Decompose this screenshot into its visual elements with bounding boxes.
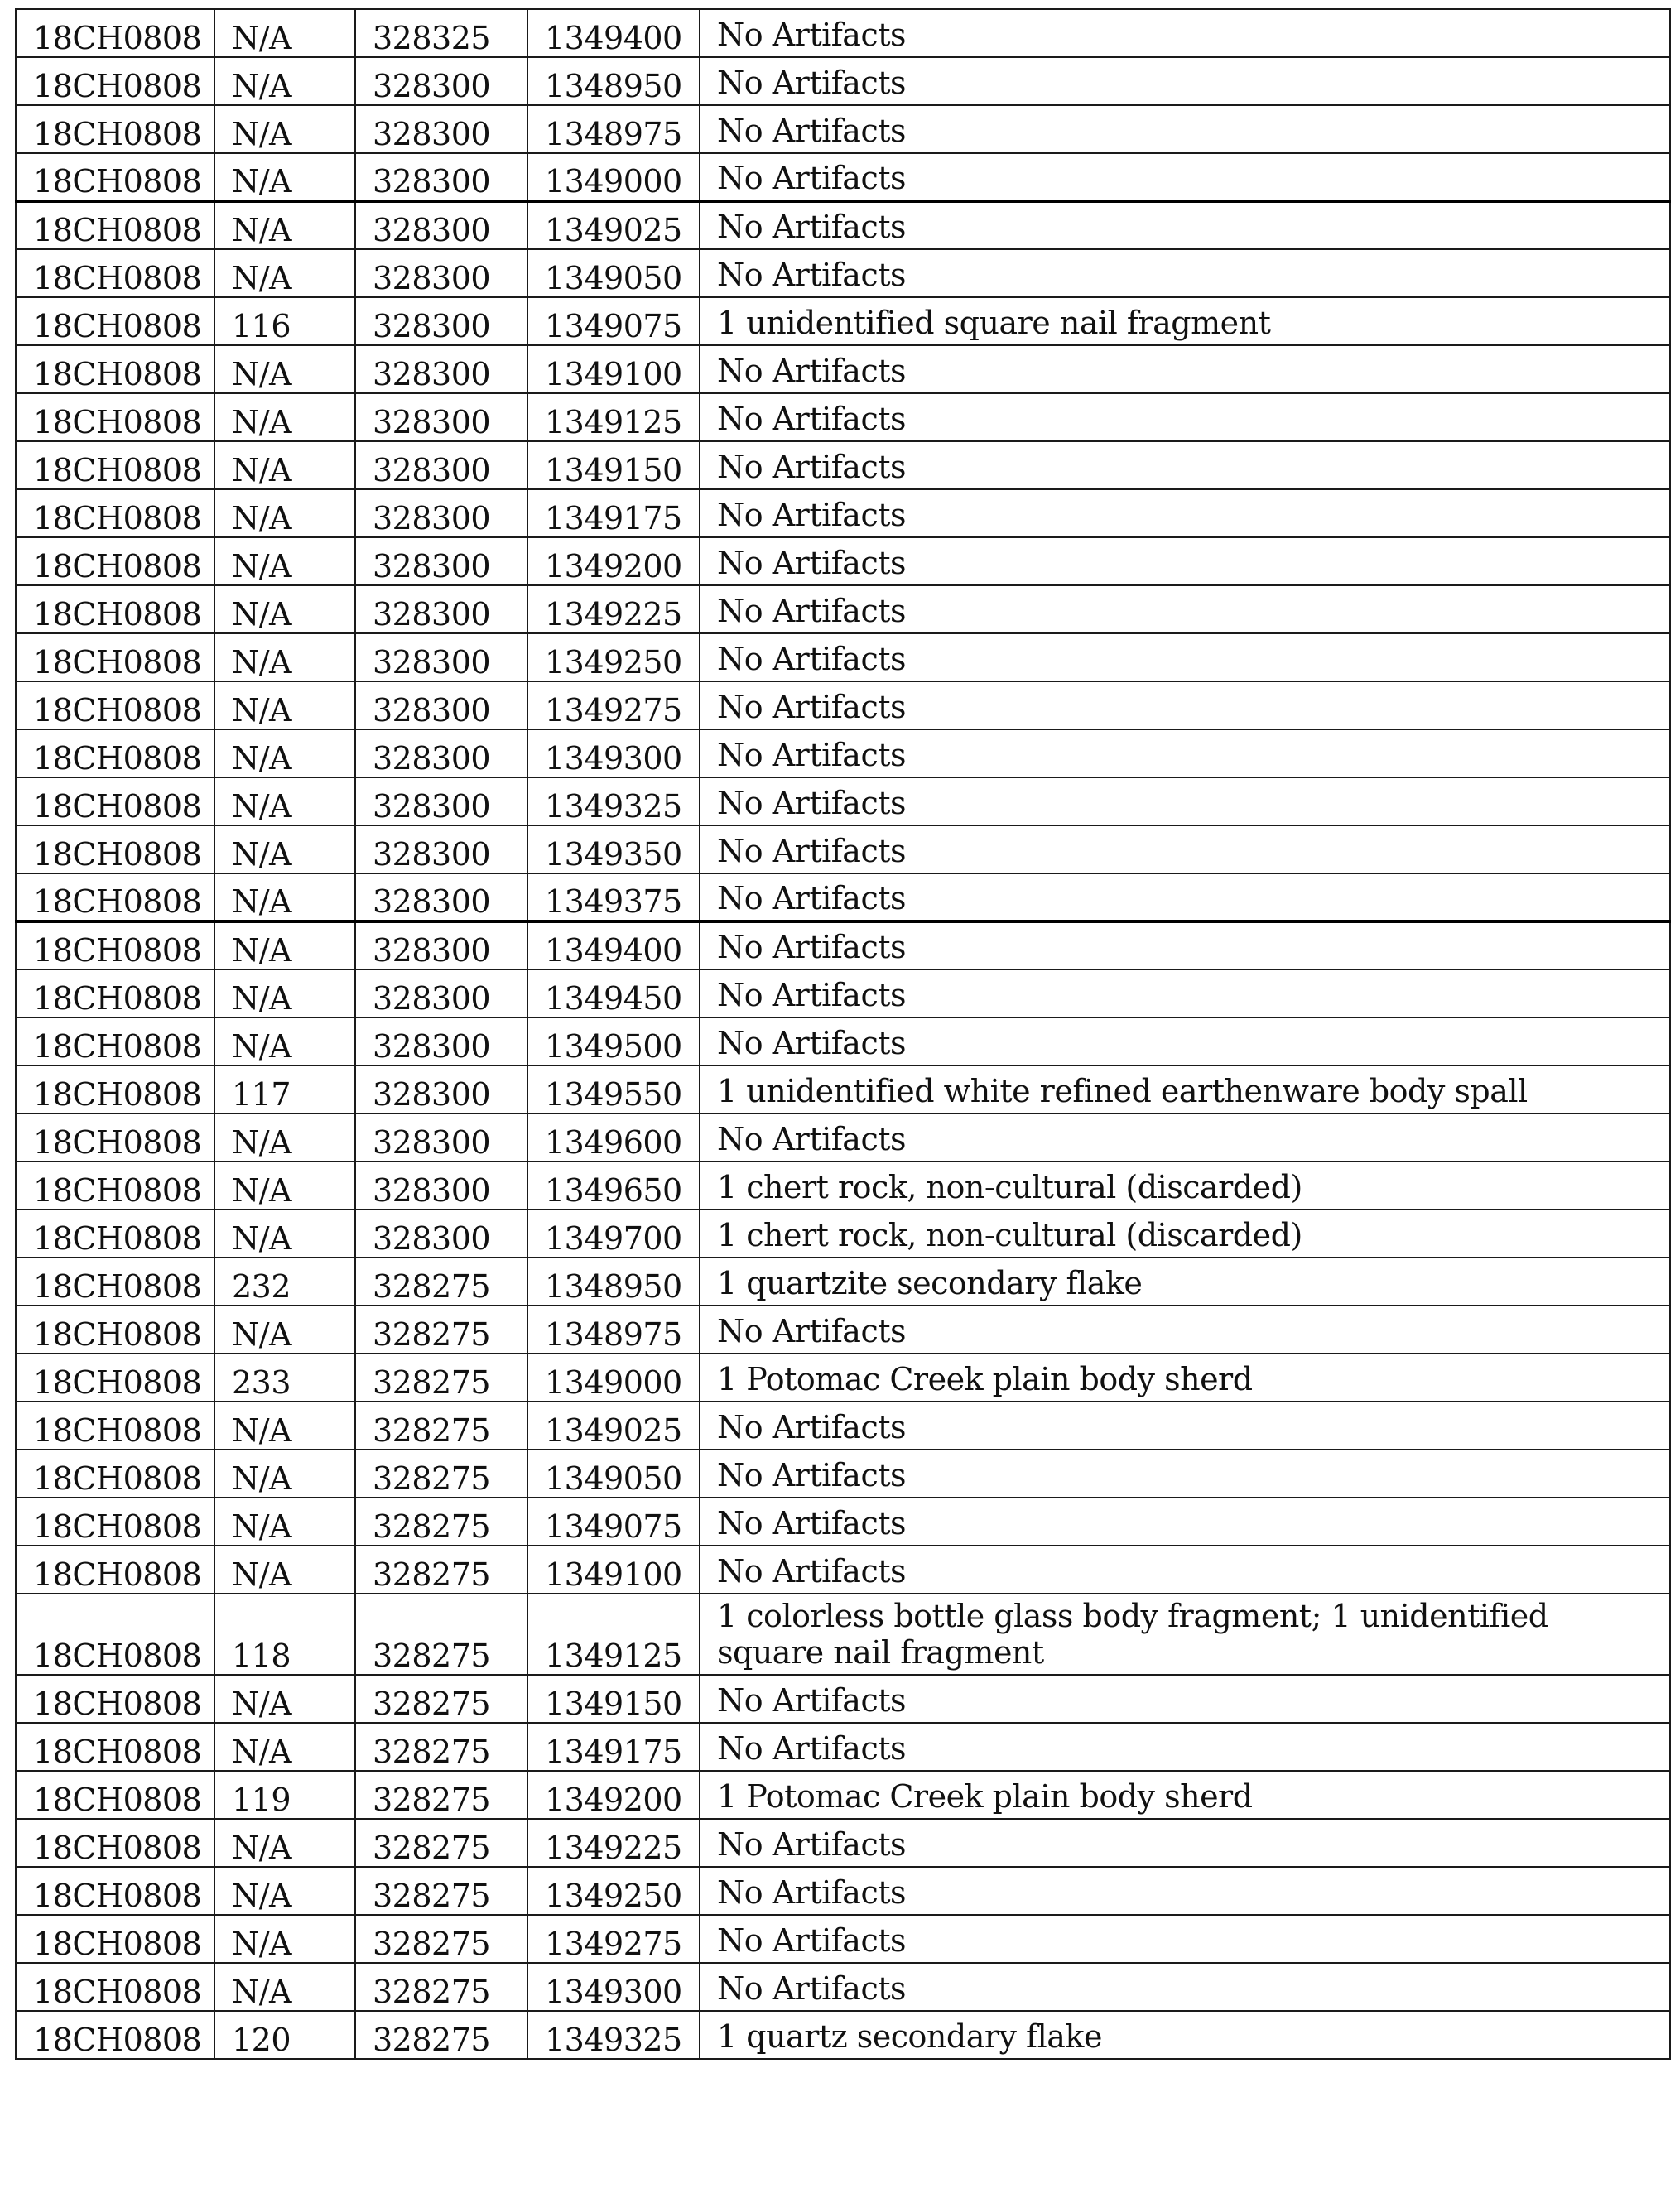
description-cell: 1 chert rock, non-cultural (discarded)	[700, 1162, 1670, 1210]
northing-cell: 328300	[355, 921, 527, 969]
site-number-cell: 18CH0808	[16, 825, 214, 873]
site-number-cell: 18CH0808	[16, 1675, 214, 1723]
table-row	[16, 57, 1670, 105]
description-cell: No Artifacts	[700, 633, 1670, 681]
catalog-number-cell: N/A	[214, 393, 355, 441]
easting-cell: 1349275	[527, 681, 700, 729]
description-cell: 1 Potomac Creek plain body sherd	[700, 1354, 1670, 1402]
catalog-number-cell: 232	[214, 1258, 355, 1306]
site-number-cell: 18CH0808	[16, 1867, 214, 1915]
catalog-number-cell: N/A	[214, 1498, 355, 1546]
easting-cell: 1349050	[527, 1450, 700, 1498]
site-number-cell: 18CH0808	[16, 1594, 214, 1675]
northing-cell: 328275	[355, 1915, 527, 1963]
site-number-cell: 18CH0808	[16, 1915, 214, 1963]
description-cell: No Artifacts	[700, 585, 1670, 633]
site-number-cell: 18CH0808	[16, 1498, 214, 1546]
artifact-table	[15, 8, 1671, 2060]
description-cell: No Artifacts	[700, 57, 1670, 105]
table-row	[16, 1546, 1670, 1594]
table-row	[16, 1867, 1670, 1915]
table-row	[16, 1498, 1670, 1546]
northing-cell: 328275	[355, 1450, 527, 1498]
site-number-cell: 18CH0808	[16, 345, 214, 393]
easting-cell: 1348950	[527, 1258, 700, 1306]
description-cell: No Artifacts	[700, 681, 1670, 729]
table-row	[16, 1162, 1670, 1210]
site-number-cell: 18CH0808	[16, 249, 214, 297]
table-row	[16, 825, 1670, 873]
northing-cell: 328300	[355, 969, 527, 1017]
site-number-cell: 18CH0808	[16, 1113, 214, 1162]
site-number-cell: 18CH0808	[16, 153, 214, 201]
site-number-cell: 18CH0808	[16, 1162, 214, 1210]
site-number-cell: 18CH0808	[16, 681, 214, 729]
table-row	[16, 1402, 1670, 1450]
easting-cell: 1349325	[527, 777, 700, 825]
catalog-number-cell: N/A	[214, 9, 355, 57]
table-row	[16, 1017, 1670, 1065]
catalog-number-cell: N/A	[214, 249, 355, 297]
catalog-number-cell: N/A	[214, 105, 355, 153]
northing-cell: 328300	[355, 585, 527, 633]
catalog-number-cell: N/A	[214, 489, 355, 537]
artifact-table-container	[15, 8, 1669, 2060]
northing-cell: 328300	[355, 825, 527, 873]
description-cell: No Artifacts	[700, 249, 1670, 297]
catalog-number-cell: N/A	[214, 1867, 355, 1915]
catalog-number-cell: N/A	[214, 1546, 355, 1594]
description-cell: No Artifacts	[700, 1017, 1670, 1065]
site-number-cell: 18CH0808	[16, 1546, 214, 1594]
site-number-cell: 18CH0808	[16, 921, 214, 969]
table-row	[16, 537, 1670, 585]
northing-cell: 328275	[355, 1723, 527, 1771]
table-row	[16, 1594, 1670, 1675]
northing-cell: 328300	[355, 297, 527, 345]
table-row	[16, 1915, 1670, 1963]
catalog-number-cell: N/A	[214, 969, 355, 1017]
catalog-number-cell: N/A	[214, 1915, 355, 1963]
description-cell: No Artifacts	[700, 969, 1670, 1017]
table-row	[16, 1210, 1670, 1258]
easting-cell: 1349200	[527, 537, 700, 585]
northing-cell: 328300	[355, 201, 527, 249]
table-row	[16, 2011, 1670, 2059]
easting-cell: 1349150	[527, 1675, 700, 1723]
table-row	[16, 249, 1670, 297]
northing-cell: 328300	[355, 489, 527, 537]
site-number-cell: 18CH0808	[16, 1819, 214, 1867]
northing-cell: 328275	[355, 1771, 527, 1819]
site-number-cell: 18CH0808	[16, 969, 214, 1017]
table-row	[16, 201, 1670, 249]
site-number-cell: 18CH0808	[16, 201, 214, 249]
table-row	[16, 969, 1670, 1017]
catalog-number-cell: N/A	[214, 585, 355, 633]
easting-cell: 1349250	[527, 633, 700, 681]
description-cell: No Artifacts	[700, 873, 1670, 921]
easting-cell: 1349175	[527, 489, 700, 537]
site-number-cell: 18CH0808	[16, 729, 214, 777]
description-cell: No Artifacts	[700, 9, 1670, 57]
northing-cell: 328300	[355, 1065, 527, 1113]
table-row	[16, 297, 1670, 345]
easting-cell: 1349025	[527, 201, 700, 249]
northing-cell: 328275	[355, 1402, 527, 1450]
site-number-cell: 18CH0808	[16, 537, 214, 585]
table-row	[16, 345, 1670, 393]
easting-cell: 1349050	[527, 249, 700, 297]
catalog-number-cell: N/A	[214, 633, 355, 681]
northing-cell: 328300	[355, 777, 527, 825]
table-row	[16, 681, 1670, 729]
easting-cell: 1349400	[527, 921, 700, 969]
site-number-cell: 18CH0808	[16, 489, 214, 537]
table-row	[16, 105, 1670, 153]
site-number-cell: 18CH0808	[16, 1354, 214, 1402]
northing-cell: 328325	[355, 9, 527, 57]
catalog-number-cell: N/A	[214, 825, 355, 873]
catalog-number-cell: N/A	[214, 681, 355, 729]
table-row	[16, 1258, 1670, 1306]
northing-cell: 328275	[355, 1354, 527, 1402]
catalog-number-cell: N/A	[214, 537, 355, 585]
easting-cell: 1349650	[527, 1162, 700, 1210]
site-number-cell: 18CH0808	[16, 297, 214, 345]
easting-cell: 1349025	[527, 1402, 700, 1450]
table-row	[16, 729, 1670, 777]
table-row	[16, 873, 1670, 921]
description-cell: No Artifacts	[700, 825, 1670, 873]
catalog-number-cell: 118	[214, 1594, 355, 1675]
easting-cell: 1349350	[527, 825, 700, 873]
description-cell: No Artifacts	[700, 441, 1670, 489]
table-row	[16, 921, 1670, 969]
catalog-number-cell: N/A	[214, 1017, 355, 1065]
site-number-cell: 18CH0808	[16, 393, 214, 441]
easting-cell: 1349100	[527, 1546, 700, 1594]
description-cell: No Artifacts	[700, 153, 1670, 201]
catalog-number-cell: N/A	[214, 729, 355, 777]
catalog-number-cell: N/A	[214, 1113, 355, 1162]
table-row	[16, 1354, 1670, 1402]
easting-cell: 1349300	[527, 1963, 700, 2011]
northing-cell: 328275	[355, 1867, 527, 1915]
easting-cell: 1349175	[527, 1723, 700, 1771]
description-cell: 1 chert rock, non-cultural (discarded)	[700, 1210, 1670, 1258]
description-cell: 1 unidentified white refined earthenware body spall	[700, 1065, 1670, 1113]
description-cell: No Artifacts	[700, 921, 1670, 969]
easting-cell: 1349300	[527, 729, 700, 777]
site-number-cell: 18CH0808	[16, 585, 214, 633]
catalog-number-cell: 233	[214, 1354, 355, 1402]
easting-cell: 1349375	[527, 873, 700, 921]
northing-cell: 328300	[355, 393, 527, 441]
description-cell: No Artifacts	[700, 729, 1670, 777]
easting-cell: 1348950	[527, 57, 700, 105]
site-number-cell: 18CH0808	[16, 1771, 214, 1819]
easting-cell: 1349225	[527, 585, 700, 633]
description-cell: No Artifacts	[700, 105, 1670, 153]
site-number-cell: 18CH0808	[16, 1963, 214, 2011]
description-cell: 1 Potomac Creek plain body sherd	[700, 1771, 1670, 1819]
description-cell: No Artifacts	[700, 1963, 1670, 2011]
table-row	[16, 633, 1670, 681]
northing-cell: 328300	[355, 1210, 527, 1258]
northing-cell: 328300	[355, 873, 527, 921]
site-number-cell: 18CH0808	[16, 633, 214, 681]
easting-cell: 1349100	[527, 345, 700, 393]
catalog-number-cell: N/A	[214, 153, 355, 201]
table-row	[16, 489, 1670, 537]
catalog-number-cell: N/A	[214, 1306, 355, 1354]
catalog-number-cell: N/A	[214, 1450, 355, 1498]
easting-cell: 1349125	[527, 1594, 700, 1675]
northing-cell: 328275	[355, 1546, 527, 1594]
description-cell: No Artifacts	[700, 1546, 1670, 1594]
easting-cell: 1349225	[527, 1819, 700, 1867]
catalog-number-cell: N/A	[214, 873, 355, 921]
easting-cell: 1349275	[527, 1915, 700, 1963]
table-row	[16, 777, 1670, 825]
catalog-number-cell: N/A	[214, 777, 355, 825]
catalog-number-cell: 116	[214, 297, 355, 345]
description-cell: No Artifacts	[700, 1498, 1670, 1546]
northing-cell: 328300	[355, 537, 527, 585]
northing-cell: 328300	[355, 57, 527, 105]
easting-cell: 1349075	[527, 297, 700, 345]
northing-cell: 328275	[355, 1306, 527, 1354]
site-number-cell: 18CH0808	[16, 9, 214, 57]
catalog-number-cell: N/A	[214, 1675, 355, 1723]
site-number-cell: 18CH0808	[16, 441, 214, 489]
catalog-number-cell: N/A	[214, 921, 355, 969]
northing-cell: 328300	[355, 249, 527, 297]
easting-cell: 1349250	[527, 1867, 700, 1915]
table-row	[16, 1723, 1670, 1771]
table-row	[16, 1065, 1670, 1113]
table-row	[16, 393, 1670, 441]
table-body	[16, 9, 1670, 2059]
catalog-number-cell: N/A	[214, 1210, 355, 1258]
easting-cell: 1349000	[527, 153, 700, 201]
catalog-number-cell: 117	[214, 1065, 355, 1113]
description-cell: No Artifacts	[700, 537, 1670, 585]
northing-cell: 328300	[355, 1162, 527, 1210]
catalog-number-cell: N/A	[214, 201, 355, 249]
northing-cell: 328300	[355, 729, 527, 777]
northing-cell: 328275	[355, 1963, 527, 2011]
site-number-cell: 18CH0808	[16, 1723, 214, 1771]
table-row	[16, 1675, 1670, 1723]
northing-cell: 328300	[355, 441, 527, 489]
site-number-cell: 18CH0808	[16, 777, 214, 825]
northing-cell: 328275	[355, 1498, 527, 1546]
northing-cell: 328300	[355, 105, 527, 153]
site-number-cell: 18CH0808	[16, 1306, 214, 1354]
table-row	[16, 1306, 1670, 1354]
description-cell: No Artifacts	[700, 345, 1670, 393]
site-number-cell: 18CH0808	[16, 1210, 214, 1258]
description-cell: No Artifacts	[700, 1402, 1670, 1450]
description-cell: No Artifacts	[700, 1819, 1670, 1867]
northing-cell: 328300	[355, 1017, 527, 1065]
description-cell: 1 colorless bottle glass body fragment; 1 unidentified square nail fragment	[700, 1594, 1670, 1675]
table-row	[16, 1771, 1670, 1819]
table-row	[16, 1450, 1670, 1498]
northing-cell: 328275	[355, 1258, 527, 1306]
site-number-cell: 18CH0808	[16, 1450, 214, 1498]
northing-cell: 328275	[355, 2011, 527, 2059]
description-cell: No Artifacts	[700, 1306, 1670, 1354]
catalog-number-cell: N/A	[214, 1819, 355, 1867]
catalog-number-cell: N/A	[214, 1963, 355, 2011]
description-cell: No Artifacts	[700, 489, 1670, 537]
catalog-number-cell: N/A	[214, 1402, 355, 1450]
northing-cell: 328275	[355, 1594, 527, 1675]
easting-cell: 1348975	[527, 1306, 700, 1354]
site-number-cell: 18CH0808	[16, 873, 214, 921]
table-row	[16, 1963, 1670, 2011]
site-number-cell: 18CH0808	[16, 105, 214, 153]
description-cell: 1 quartzite secondary flake	[700, 1258, 1670, 1306]
site-number-cell: 18CH0808	[16, 1017, 214, 1065]
easting-cell: 1349450	[527, 969, 700, 1017]
catalog-number-cell: N/A	[214, 1162, 355, 1210]
northing-cell: 328275	[355, 1675, 527, 1723]
description-cell: No Artifacts	[700, 1113, 1670, 1162]
catalog-number-cell: 119	[214, 1771, 355, 1819]
description-cell: No Artifacts	[700, 777, 1670, 825]
description-cell: No Artifacts	[700, 201, 1670, 249]
catalog-number-cell: N/A	[214, 441, 355, 489]
description-cell: No Artifacts	[700, 1450, 1670, 1498]
northing-cell: 328300	[355, 681, 527, 729]
easting-cell: 1348975	[527, 105, 700, 153]
site-number-cell: 18CH0808	[16, 1065, 214, 1113]
description-cell: 1 quartz secondary flake	[700, 2011, 1670, 2059]
easting-cell: 1349600	[527, 1113, 700, 1162]
table-row	[16, 585, 1670, 633]
description-cell: 1 unidentified square nail fragment	[700, 297, 1670, 345]
table-row	[16, 1819, 1670, 1867]
easting-cell: 1349400	[527, 9, 700, 57]
easting-cell: 1349700	[527, 1210, 700, 1258]
site-number-cell: 18CH0808	[16, 57, 214, 105]
northing-cell: 328275	[355, 1819, 527, 1867]
site-number-cell: 18CH0808	[16, 1402, 214, 1450]
easting-cell: 1349125	[527, 393, 700, 441]
table-row	[16, 1113, 1670, 1162]
easting-cell: 1349075	[527, 1498, 700, 1546]
easting-cell: 1349325	[527, 2011, 700, 2059]
description-cell: No Artifacts	[700, 1723, 1670, 1771]
catalog-number-cell: 120	[214, 2011, 355, 2059]
northing-cell: 328300	[355, 633, 527, 681]
easting-cell: 1349550	[527, 1065, 700, 1113]
table-row	[16, 153, 1670, 201]
catalog-number-cell: N/A	[214, 345, 355, 393]
site-number-cell: 18CH0808	[16, 1258, 214, 1306]
northing-cell: 328300	[355, 345, 527, 393]
easting-cell: 1349150	[527, 441, 700, 489]
northing-cell: 328300	[355, 1113, 527, 1162]
site-number-cell: 18CH0808	[16, 2011, 214, 2059]
table-row	[16, 9, 1670, 57]
catalog-number-cell: N/A	[214, 1723, 355, 1771]
easting-cell: 1349200	[527, 1771, 700, 1819]
description-cell: No Artifacts	[700, 393, 1670, 441]
easting-cell: 1349500	[527, 1017, 700, 1065]
description-cell: No Artifacts	[700, 1915, 1670, 1963]
easting-cell: 1349000	[527, 1354, 700, 1402]
description-cell: No Artifacts	[700, 1867, 1670, 1915]
catalog-number-cell: N/A	[214, 57, 355, 105]
description-cell: No Artifacts	[700, 1675, 1670, 1723]
table-row	[16, 441, 1670, 489]
northing-cell: 328300	[355, 153, 527, 201]
